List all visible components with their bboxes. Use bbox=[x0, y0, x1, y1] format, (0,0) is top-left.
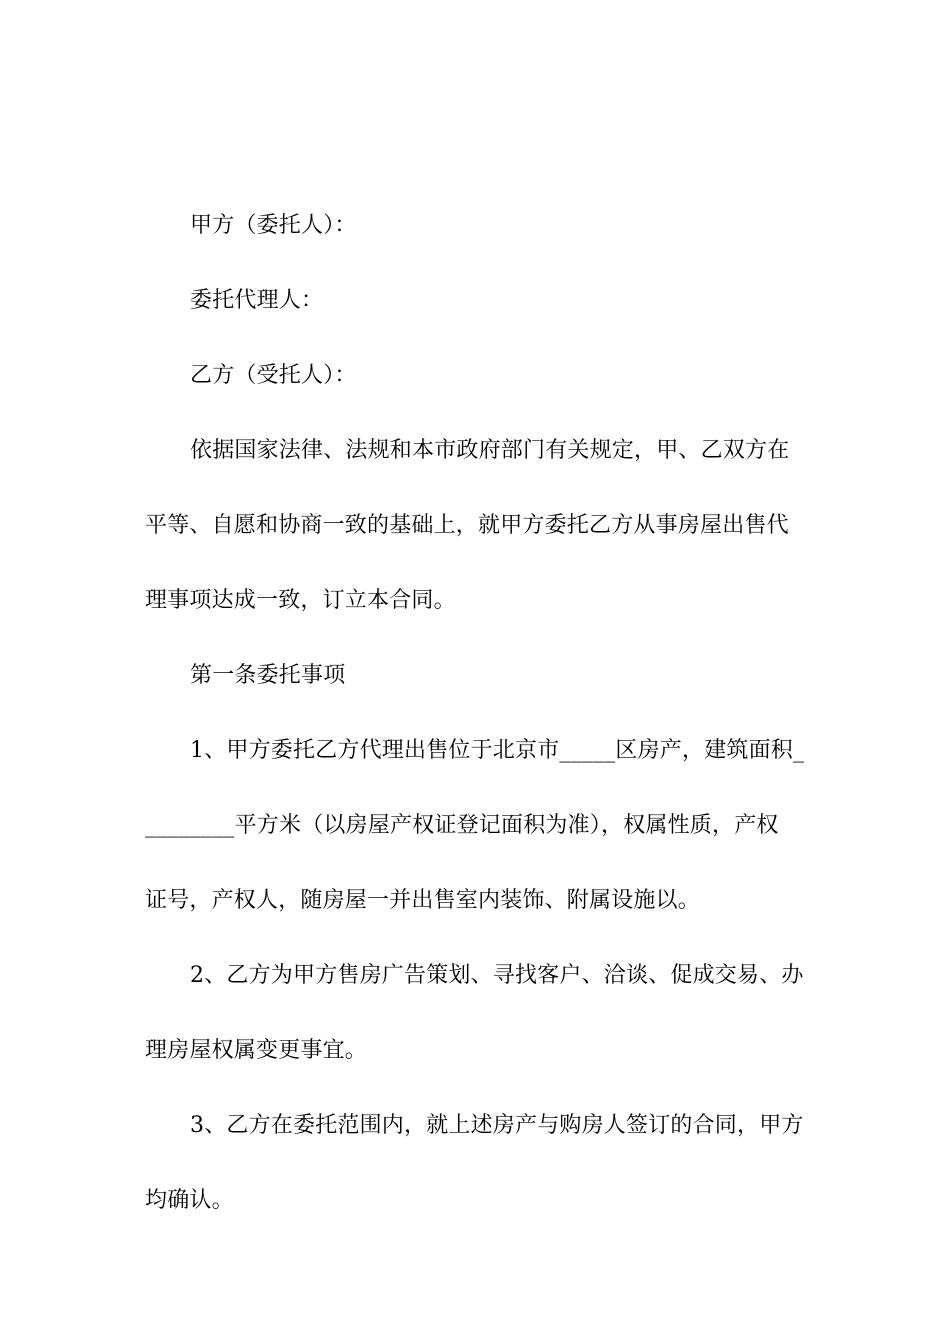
party-a-line: 甲方（委托人）： bbox=[190, 213, 357, 238]
item-1-line-1: 1、甲方委托乙方代理出售位于北京市_____区房产，建筑面积_ bbox=[190, 738, 805, 763]
item-2-line-2: 理房屋权属变更事宜。 bbox=[145, 1038, 368, 1063]
article-1-title: 第一条委托事项 bbox=[190, 663, 346, 688]
item-3-line-1: 3、乙方在委托范围内，就上述房产与购房人签订的合同，甲方 bbox=[190, 1113, 804, 1138]
intro-line-1: 依据国家法律、法规和本市政府部门有关规定，甲、乙双方在 bbox=[190, 438, 790, 463]
item-3-line-2: 均确认。 bbox=[145, 1188, 234, 1213]
agent-line: 委托代理人： bbox=[190, 288, 324, 313]
item-1-line-3: 证号，产权人，随房屋一并出售室内装饰、附属设施以。 bbox=[145, 888, 701, 913]
item-1-line-2: ________平方米（以房屋产权证登记面积为准），权属性质，产权 bbox=[145, 813, 779, 838]
intro-line-3: 理事项达成一致，订立本合同。 bbox=[145, 588, 456, 613]
intro-line-2: 平等、自愿和协商一致的基础上，就甲方委托乙方从事房屋出售代 bbox=[145, 513, 789, 538]
party-b-line: 乙方（受托人）： bbox=[190, 363, 357, 388]
item-2-line-1: 2、乙方为甲方售房广告策划、寻找客户、洽谈、促成交易、办 bbox=[190, 963, 804, 988]
